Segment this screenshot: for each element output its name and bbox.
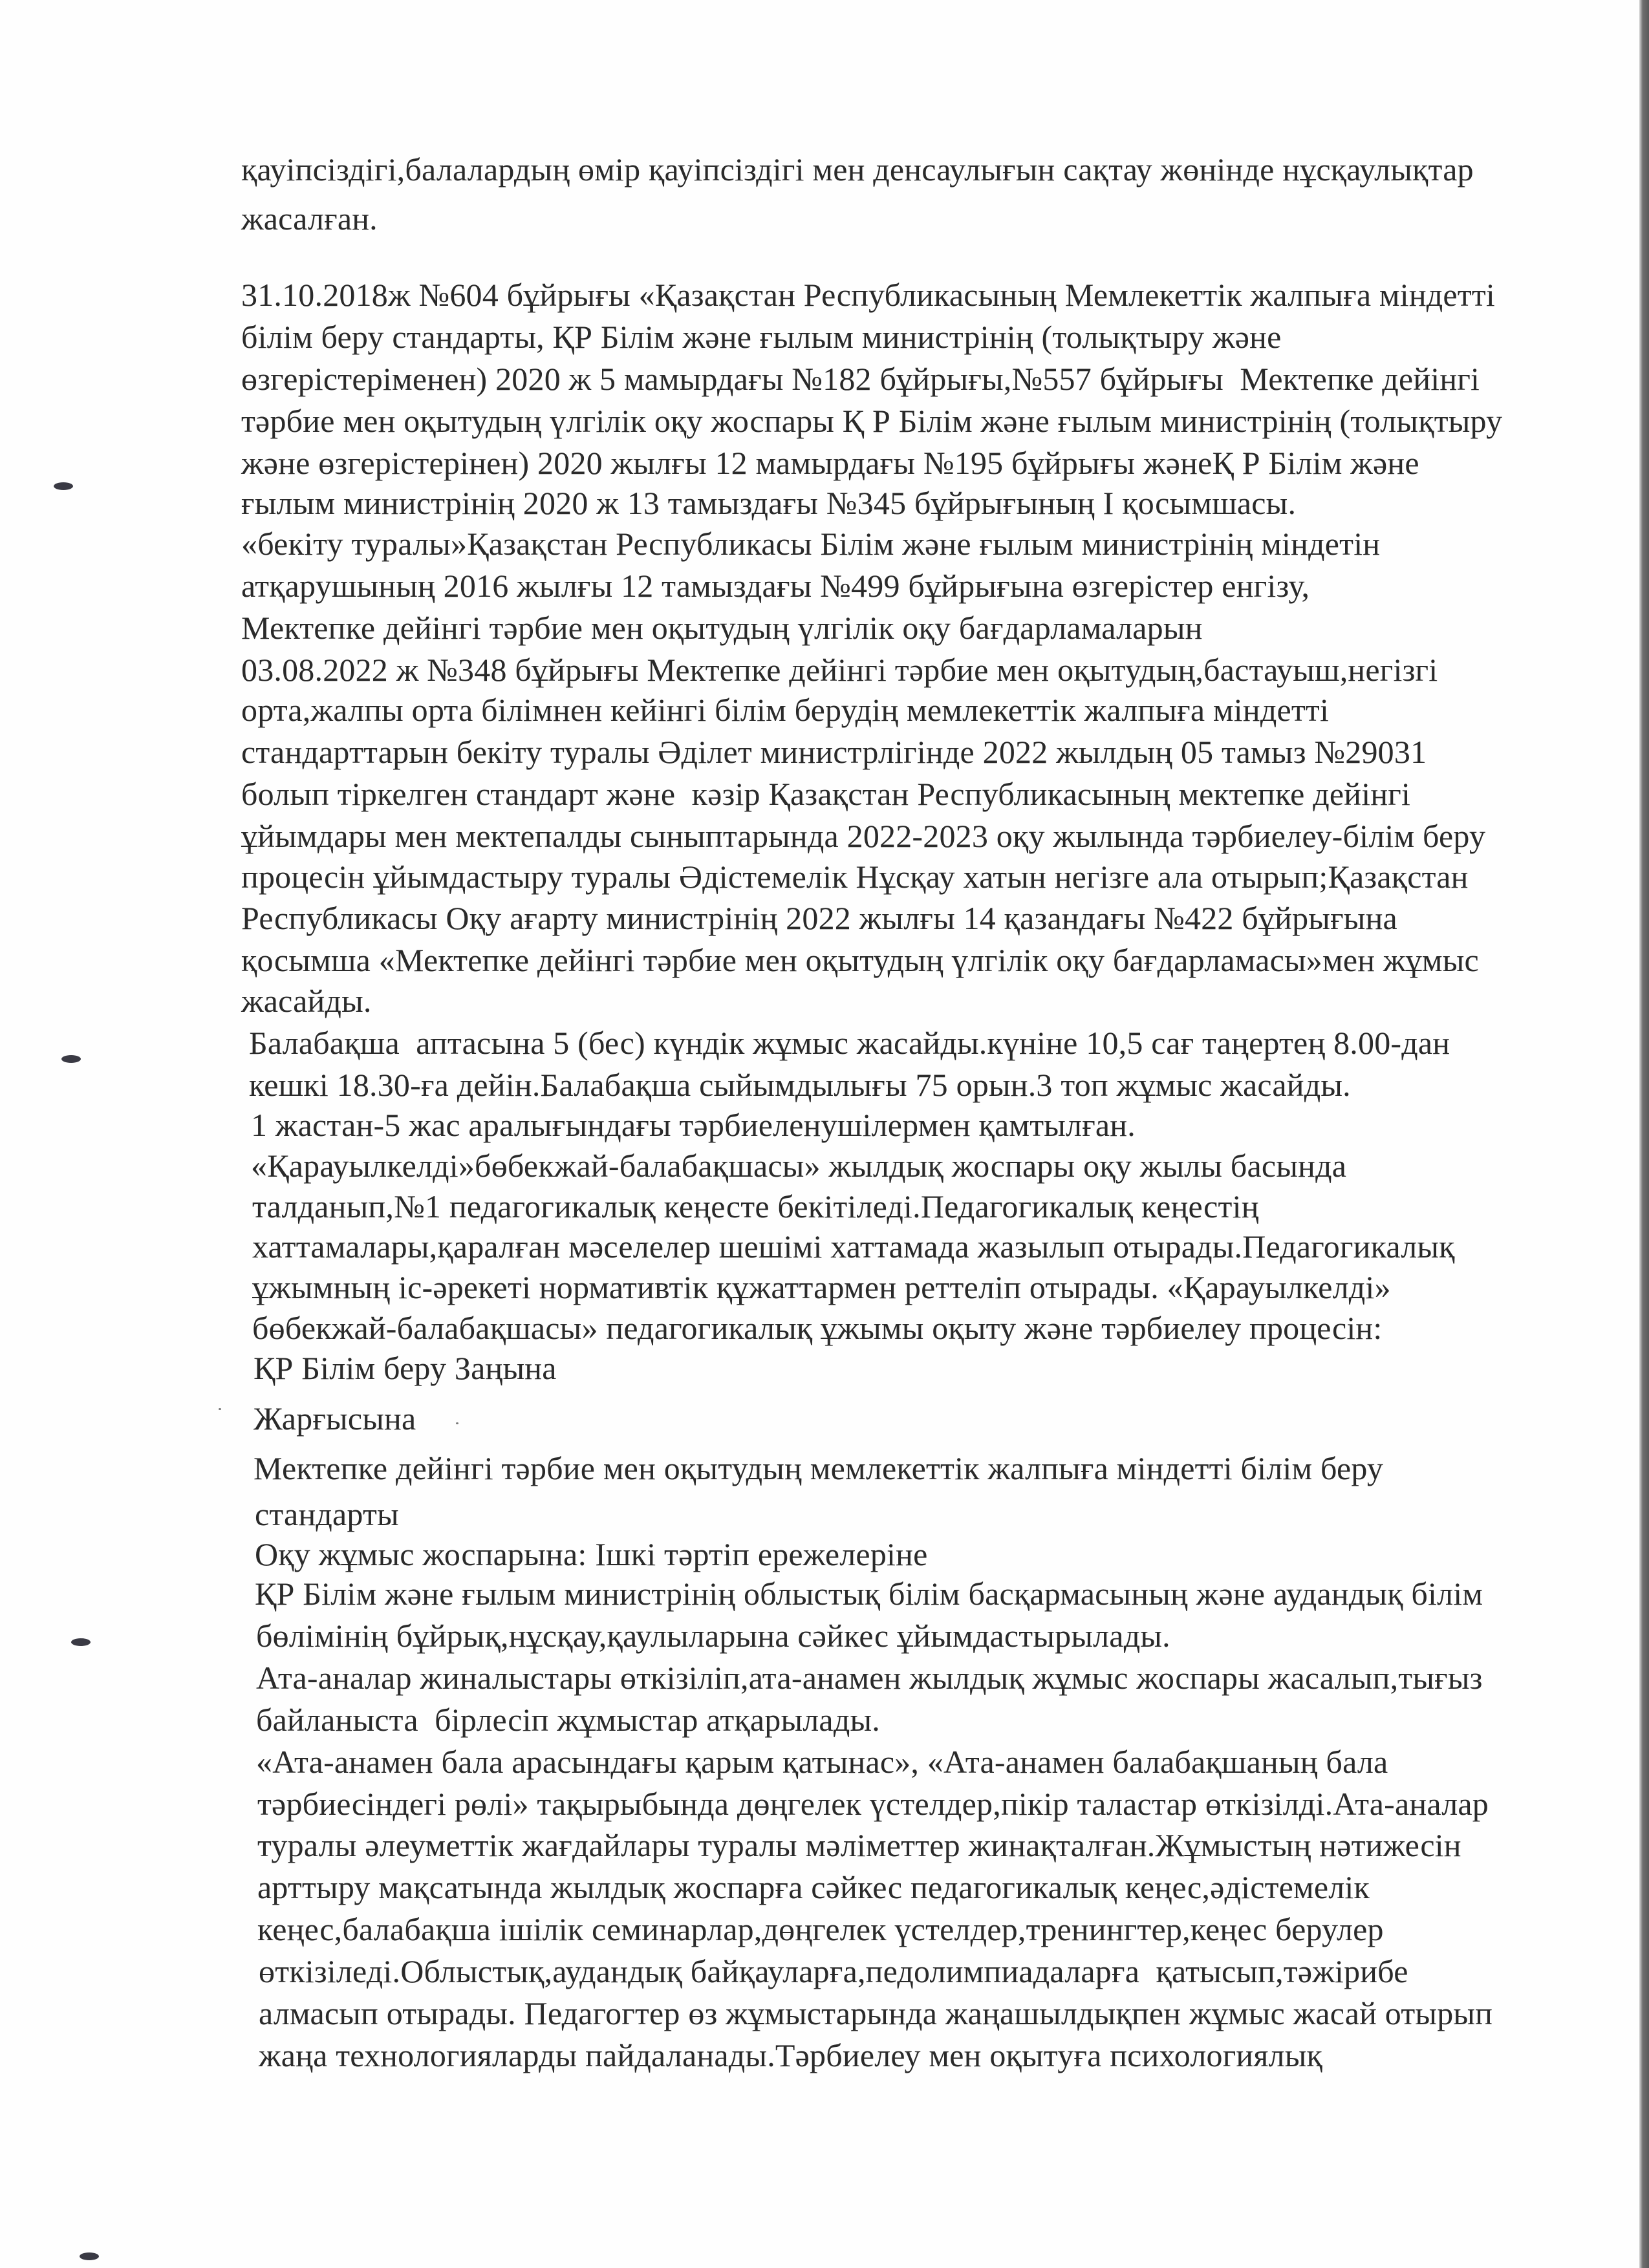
punch-mark-4 <box>80 2252 99 2260</box>
punch-mark-3 <box>71 1638 91 1646</box>
text-line: білім беру стандарты, ҚР Білім және ғылым министрінің (толықтыру және <box>241 319 1282 355</box>
text-line: «Қарауылкелді»бөбекжай-балабақшасы» жылдық жоспары оқу жылы басында <box>251 1148 1347 1184</box>
text-line: байланыста бірлесіп жұмыстар атқарылады. <box>256 1702 880 1738</box>
text-line: 03.08.2022 ж №348 бұйрығы Мектепке дейінгі тәрбие мен оқытудың,бастауыш,негізгі <box>241 652 1438 688</box>
text-line: өткізіледі.Облыстық,аудандық байқауларға,педолимпиадаларға қатысып,тәжірибе <box>259 1953 1408 1989</box>
text-line: арттыру мақсатында жылдық жоспарға сәйкес педагогикалық кеңес,әдістемелік <box>257 1869 1370 1905</box>
text-line: жасайды. <box>241 983 372 1019</box>
text-line: ҚР Білім және ғылым министрінің облыстық білім басқармасының және аудандық білім <box>255 1576 1483 1612</box>
text-line: алмасып отырады. Педагогтер өз жұмыстарында жаңашылдықпен жұмыс жасай отырып <box>259 1995 1493 2031</box>
text-line: Жарғысына <box>253 1400 416 1437</box>
text-line: стандарты <box>255 1496 399 1532</box>
text-line: қосымша «Мектепке дейінгі тәрбие мен оқытудың үлгілік оқу бағдарламасы»мен жұмыс <box>241 942 1479 978</box>
text-line: туралы әлеуметтік жағдайлары туралы мәліметтер жинақталған.Жұмыстың нәтижесін <box>257 1827 1461 1863</box>
text-line: Мектепке дейінгі тәрбие мен оқытудың мемлекеттік жалпыға міндетті білім беру <box>253 1450 1384 1486</box>
scan-speck <box>219 1408 221 1410</box>
text-line: «бекіту туралы»Қазақстан Республикасы Білім және ғылым министрінің міндетін <box>241 526 1381 562</box>
punch-mark-2 <box>61 1055 81 1063</box>
text-line: болып тіркелген стандарт және кәзір Қазақстан Республикасының мектепке дейінгі <box>241 776 1411 812</box>
text-line: орта,жалпы орта білімнен кейінгі білім берудің мемлекеттік жалпыға міндетті <box>241 692 1330 728</box>
text-line: кеңес,балабақша ішілік семинарлар,дөңгелек үстелдер,тренингтер,кеңес берулер <box>257 1911 1384 1947</box>
text-line: ұжымның іс-әрекеті нормативтік құжаттармен реттеліп отырады. «Қарауылкелді» <box>252 1269 1391 1305</box>
text-line: қауіпсіздігі,балалардың өмір қауіпсіздігі мен денсаулығын сақтау жөнінде нұсқаулықтар <box>241 151 1474 187</box>
text-line: Балабақша аптасына 5 (бес) күндік жұмыс жасайды.күніне 10,5 сағ таңертең 8.00-дан <box>249 1025 1450 1061</box>
text-line: «Ата-анамен бала арасындағы қарым қатынас», «Ата-анамен балабақшаның бала <box>256 1744 1388 1780</box>
text-line: хаттамалары,қаралған мәселелер шешімі хаттамада жазылып отырады.Педагогикалық <box>252 1228 1455 1265</box>
text-line: стандарттарын бекіту туралы Әділет министрлігінде 2022 жылдың 05 тамыз №29031 <box>241 734 1427 770</box>
text-line: тәрбиесіндегі рөлі» тақырыбында дөңгелек үстелдер,пікір таластар өткізілді.Ата-аналар <box>257 1786 1489 1822</box>
text-line: 1 жастан-5 жас аралығындағы тәрбиеленушілермен қамтылған. <box>251 1107 1136 1143</box>
punch-mark-1 <box>54 482 73 490</box>
text-line: атқарушының 2016 жылғы 12 тамыздағы №499 бұйрығына өзгерістер енгізу, <box>241 568 1310 604</box>
text-line: ғылым министрінің 2020 ж 13 тамыздағы №345 бұйрығының І қосымшасы. <box>241 485 1297 521</box>
text-line: жасалған. <box>241 200 378 237</box>
text-line: Ата-аналар жиналыстары өткізіліп,ата-анамен жылдық жұмыс жоспары жасалып,тығыз <box>256 1660 1483 1696</box>
text-line: талданып,№1 педагогикалық кеңесте бекітіледі.Педагогикалық кеңестің <box>252 1188 1259 1225</box>
text-line: Мектепке дейінгі тәрбие мен оқытудың үлгілік оқу бағдарламаларын <box>241 610 1203 646</box>
text-line: Оқу жұмыс жоспарына: Ішкі тәртіп ережелеріне <box>255 1536 928 1572</box>
text-line: тәрбие мен оқытудың үлгілік оқу жоспары Қ Р Білім және ғылым министрінің (толықтыру <box>241 403 1503 439</box>
text-line: бөбекжай-балабақшасы» педагогикалық ұжымы оқыту және тәрбиелеу процесін: <box>252 1310 1383 1346</box>
scanner-edge-shadow <box>1639 0 1649 2268</box>
text-line: өзгерістеріменен) 2020 ж 5 мамырдағы №182 бұйрығы,№557 бұйрығы Мектепке дейінгі <box>241 361 1480 397</box>
text-line: процесін ұйымдастыру туралы Әдістемелік Нұсқау хатын негізге ала отырып;Қазақстан <box>241 859 1469 895</box>
text-line: және өзгерістерінен) 2020 жылғы 12 мамырдағы №195 бұйрығы жәнеҚ Р Білім және <box>241 445 1419 481</box>
text-line: жаңа технологияларды пайдаланады.Тәрбиелеу мен оқытуға психологиялық <box>259 2037 1322 2073</box>
scan-speck <box>456 1422 458 1424</box>
text-line: Республикасы Оқу ағарту министрінің 2022 жылғы 14 қазандағы №422 бұйрығына <box>241 900 1397 936</box>
text-line: бөлімінің бұйрық,нұсқау,қаулыларына сәйкес ұйымдастырылады. <box>256 1618 1170 1654</box>
text-line: ҚР Білім беру Заңына <box>253 1350 557 1386</box>
text-line: кешкі 18.30-ға дейін.Балабақша сыйымдылығы 75 орын.3 топ жұмыс жасайды. <box>249 1067 1351 1103</box>
text-line: ұйымдары мен мектепалды сыныптарында 2022-2023 оқу жылында тәрбиелеу-білім беру <box>241 818 1486 854</box>
text-line: 31.10.2018ж №604 бұйрығы «Қазақстан Республикасының Мемлекеттік жалпыға міндетті <box>241 277 1496 313</box>
